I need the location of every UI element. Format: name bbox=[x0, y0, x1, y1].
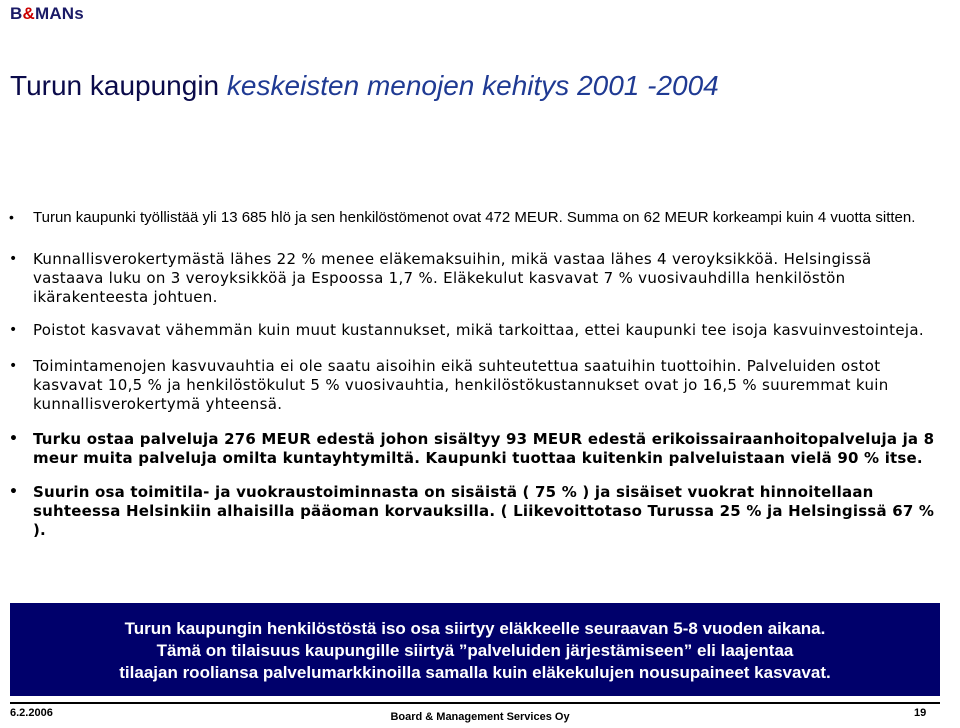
logo-ampersand: & bbox=[22, 4, 35, 23]
bullet-icon: • bbox=[9, 358, 18, 374]
bullet-item bbox=[0, 357, 945, 414]
bullet-item bbox=[0, 208, 945, 227]
bullet-item bbox=[0, 250, 945, 307]
highlight-box bbox=[10, 603, 940, 696]
bullet-item bbox=[0, 483, 945, 540]
bullet-text: Turku ostaa palveluja 276 MEUR edestä johon sisältyy 93 MEUR edestä erikoissairaanhoitopalveluja ja 8 meur muita palveluja omilta kuntayhtymiltä. Kaupunki tuottaa kuitenkin palveluistaan vielä 90 % itse. bbox=[33, 430, 935, 467]
title-plain: Turun kaupungin bbox=[10, 70, 227, 101]
footer-date: 6.2.2006 bbox=[10, 707, 53, 719]
bullet-list bbox=[0, 208, 945, 540]
page-number: 19 bbox=[914, 707, 927, 719]
bullet-text: Kunnallisverokertymästä lähes 22 % menee eläkemaksuihin, mikä vastaa lähes 4 veroyksikköä. Helsingissä vastaava luku on 3 veroyksikköä ja Espoossa 1,7 %. Eläkekulut kasvavat 7 % vuosivauhdilla henkilöstön ikärakenteesta johtuen. bbox=[33, 250, 872, 306]
title-italic: keskeisten menojen kehitys 2001 -2004 bbox=[226, 70, 719, 101]
bullet-icon: • bbox=[9, 484, 19, 500]
bullet-item bbox=[0, 430, 945, 468]
bullet-icon: • bbox=[9, 431, 19, 447]
logo-text-right: MANs bbox=[34, 4, 84, 23]
bullet-item bbox=[0, 321, 945, 340]
footer-divider bbox=[10, 702, 940, 704]
bullet-icon: • bbox=[9, 322, 18, 338]
bullet-text: Poistot kasvavat vähemmän kuin muut kustannukset, mikä tarkoittaa, ettei kaupunki tee isoja kasvuinvestointeja. bbox=[33, 321, 924, 339]
bullet-icon: • bbox=[9, 209, 14, 225]
logo-text-left: B bbox=[10, 4, 23, 23]
footer-company: Board & Management Services Oy bbox=[390, 711, 570, 723]
highlight-line-1: Turun kaupungin henkilöstöstä iso osa siirtyy eläkkeelle seuraavan 5-8 vuoden aikana. bbox=[124, 619, 826, 638]
company-logo bbox=[10, 4, 84, 24]
bullet-text: Turun kaupunki työllistää yli 13 685 hlö ja sen henkilöstömenot ovat 472 MEUR. Summa on 62 MEUR korkeampi kuin 4 vuotta sitten. bbox=[33, 209, 916, 226]
highlight-line-3: tilaajan rooliansa palvelumarkkinoilla samalla kuin eläkekulujen nousupaineet kasvavat. bbox=[119, 663, 831, 682]
bullet-text: Toimintamenojen kasvuvauhtia ei ole saatu aisoihin eikä suhteutettua saatuihin tuottoihin. Palveluiden ostot kasvavat 10,5 % ja henkilöstökulut 5 % vuosivauhtia, henkilöstökustannukset ovat jo 16,5 % suuremmat kuin kunnallisverokertymä yhteensä. bbox=[33, 357, 889, 413]
bullet-icon: • bbox=[9, 251, 18, 267]
page-title bbox=[10, 70, 719, 102]
bullet-text: Suurin osa toimitila- ja vuokraustoiminnasta on sisäistä ( 75 % ) ja sisäiset vuokrat hinnoitellaan suhteessa Helsinkiin alhaisilla pääoman korvauksilla. ( Liikevoittotaso Turussa 25 % ja Helsingissä 67 % ). bbox=[33, 483, 935, 539]
highlight-line-2: Tämä on tilaisuus kaupungille siirtyä ”palveluiden järjestämiseen” eli laajentaa bbox=[156, 641, 794, 660]
